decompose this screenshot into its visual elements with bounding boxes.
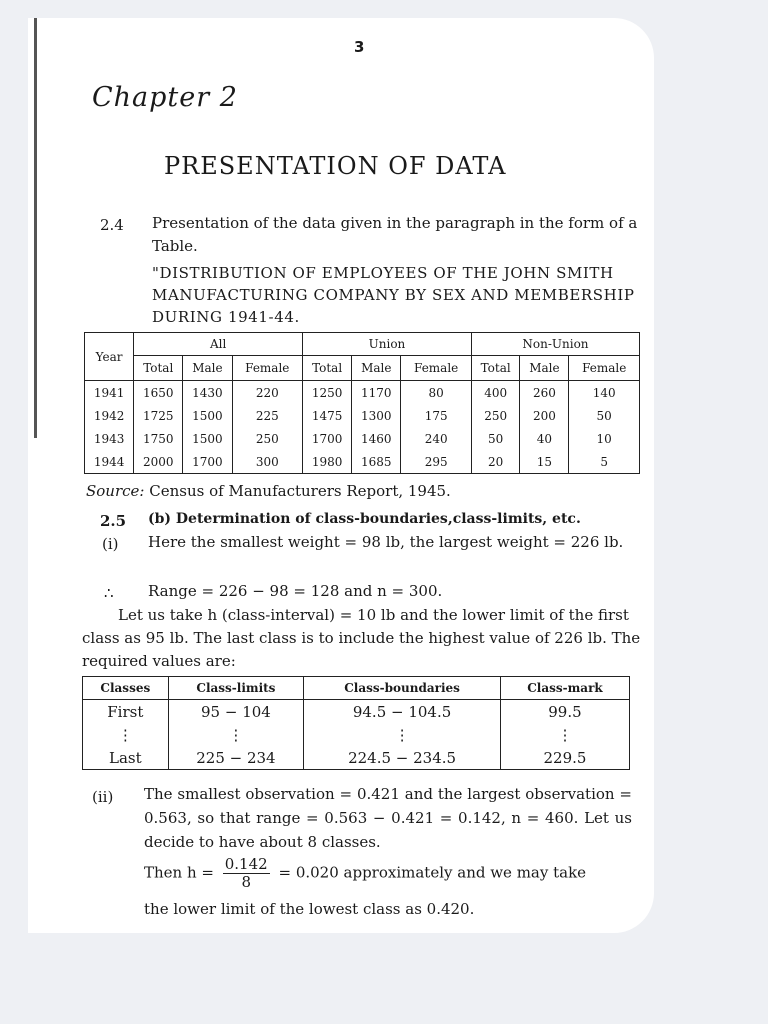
table-row [83,746,630,770]
table-cell: 1460 [352,427,401,450]
table-cell: 1700 [303,427,352,450]
table-cell: 1170 [352,381,401,405]
table-cell: 225 [232,404,303,427]
final-line: the lower limit of the lowest class as 0.420. [144,900,475,918]
sub-header: Female [401,356,472,381]
table-row [85,427,640,450]
item-i-label: (i) [102,535,119,553]
sub-header: Male [183,356,232,381]
table-cell: 1650 [134,381,183,405]
year-header: Year [85,333,134,381]
table-cell: 15 [520,450,569,474]
table-row [85,404,640,427]
table-cell: 1725 [134,404,183,427]
source-text: Census of Manufacturers Report, 1945. [149,482,451,500]
table-cell: 5 [569,450,640,474]
table-cell: ⋮ [168,723,304,746]
page-title: PRESENTATION OF DATA [164,152,507,180]
class-table-header: Class-limits [168,677,304,700]
sub-header: Female [232,356,303,381]
table-cell: 140 [569,381,640,405]
table-cell: ⋮ [83,723,169,746]
table-cell: ⋮ [304,723,501,746]
table-cell: 94.5 − 104.5 [304,700,501,724]
table-cell: 80 [401,381,472,405]
table-row [83,700,630,724]
table-cell: 1685 [352,450,401,474]
group-header-all: All [134,333,303,356]
h-fraction [223,856,270,891]
sub-header: Male [520,356,569,381]
table-row [83,723,630,746]
table-row [85,381,640,405]
table-cell: 95 − 104 [168,700,304,724]
table-cell: 300 [232,450,303,474]
item-i-text: Here the smallest weight = 98 lb, the largest weight = 226 lb. [148,533,624,551]
section-number-2-5: 2.5 [100,512,127,530]
item-ii-text: The smallest observation = 0.421 and the largest observation = 0.563, so that range = 0.563 − 0.421 = 0.142, n = 460. Let us decide to have about 8 classes. [144,785,632,851]
table-cell: ⋮ [500,723,629,746]
table-cell: 295 [401,450,472,474]
then-h-label: Then h = [144,863,214,882]
sub-header: Female [569,356,640,381]
document-page [28,18,654,933]
employees-table [84,332,640,474]
table-cell: 1500 [183,427,232,450]
page-binding-edge [34,18,37,438]
sub-header: Total [134,356,183,381]
class-table-header: Class-boundaries [304,677,501,700]
table-cell: 250 [232,427,303,450]
table-cell: 1430 [183,381,232,405]
class-interval-paragraph: Let us take h (class-interval) = 10 lb and the lower limit of the first class as 95 lb. The last class is to include the highest value of 226 lb. The required values are: [82,606,641,670]
source-line [86,482,451,500]
class-table-header: Classes [83,677,169,700]
range-text: Range = 226 − 98 = 128 and n = 300. [148,582,443,600]
table-cell: 2000 [134,450,183,474]
table-cell: 1475 [303,404,352,427]
class-table [82,676,630,770]
then-h-line [144,856,644,891]
sub-header: Total [471,356,520,381]
table-cell: 1980 [303,450,352,474]
table-cell: 1250 [303,381,352,405]
table-cell: 1943 [85,427,134,450]
item-ii-label: (ii) [92,788,114,806]
table-caption: "DISTRIBUTION OF EMPLOYEES OF THE JOHN SMITH MANUFACTURING COMPANY BY SEX AND MEMBERSHIP DURING 1941-44. [152,264,635,326]
sub-header: Total [303,356,352,381]
table-cell: 20 [471,450,520,474]
table-cell: 224.5 − 234.5 [304,746,501,770]
table-cell: 1700 [183,450,232,474]
table-row [85,450,640,474]
table-cell: Last [83,746,169,770]
sub-header: Male [352,356,401,381]
table-cell: 10 [569,427,640,450]
table-cell: 40 [520,427,569,450]
table-cell: 50 [471,427,520,450]
therefore-symbol: ∴ [104,584,114,602]
table-cell: 1300 [352,404,401,427]
section-2-5-heading: (b) Determination of class-boundaries,class-limits, etc. [148,511,581,527]
table-cell: 50 [569,404,640,427]
table-cell: 260 [520,381,569,405]
group-header-union: Union [303,333,472,356]
page-number: 3 [354,38,365,56]
table-cell: 1944 [85,450,134,474]
class-table-header: Class-mark [500,677,629,700]
table-cell: 225 − 234 [168,746,304,770]
table-cell: 1750 [134,427,183,450]
then-h-rest: = 0.020 approximately and we may take [278,863,587,882]
fraction-denominator: 8 [241,873,251,891]
table-cell: 1941 [85,381,134,405]
table-cell: 400 [471,381,520,405]
table-cell: First [83,700,169,724]
section-number-2-4: 2.4 [100,216,124,234]
chapter-heading: Chapter 2 [92,82,238,113]
table-cell: 175 [401,404,472,427]
table-cell: 200 [520,404,569,427]
table-cell: 250 [471,404,520,427]
group-header-non-union: Non-Union [471,333,639,356]
table-cell: 220 [232,381,303,405]
source-label: Source: [86,482,145,500]
table-cell: 99.5 [500,700,629,724]
fraction-numerator: 0.142 [224,855,268,873]
table-cell: 1942 [85,404,134,427]
table-cell: 1500 [183,404,232,427]
table-cell: 240 [401,427,472,450]
section-2-4-text: Presentation of the data given in the paragraph in the form of a Table. [152,214,638,255]
table-cell: 229.5 [500,746,629,770]
